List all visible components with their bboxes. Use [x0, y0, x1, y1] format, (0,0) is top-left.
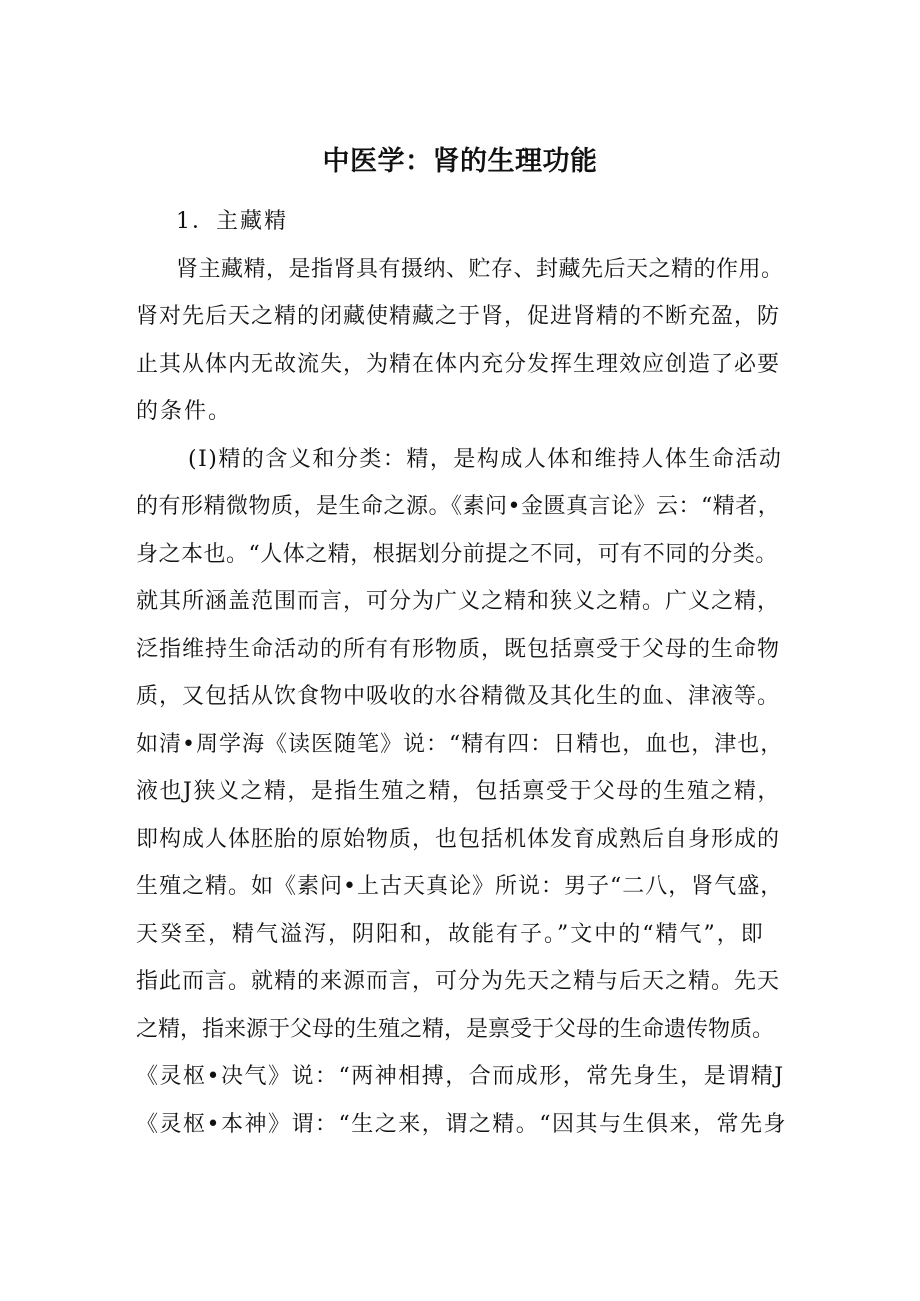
paragraph-line: 质，又包括从饮食物中吸收的水谷精微及其化生的血、津液等。: [136, 684, 781, 709]
paragraph-line: 如清•周学海《读医随笔》说：“精有四：日精也，血也，津也，: [136, 731, 784, 757]
paragraph-line: 泛指维持生命活动的所有有形物质，既包括禀受于父母的生命物: [136, 636, 781, 662]
document-body: [136, 198, 788, 1148]
paragraph-line: 的条件。: [136, 399, 233, 424]
paragraph-line: 即构成人体胚胎的原始物质，也包括机体发育成熟后自身形成的: [136, 826, 781, 852]
paragraph-line: 肾对先后天之精的闭藏使精藏之于肾，促进肾精的不断充盈，防: [136, 304, 781, 329]
document-title: 中医学：肾的生理功能: [322, 146, 598, 177]
paragraph-line: 《灵枢•本神》谓：“生之来，谓之精。“因其与生俱来，常先身: [136, 1111, 787, 1137]
paragraph-line: 肾主藏精，是指肾具有摄纳、贮存、封藏先后天之精的作用。: [176, 256, 784, 282]
paragraph-line: 指此而言。就精的来源而言，可分为先天之精与后天之精。先天: [136, 969, 781, 994]
paragraph-line: 生殖之精。如《素问•上古天真论》所说：男子“二八，肾气盛，: [136, 874, 784, 899]
paragraph-line: 液也J狭义之精，是指生殖之精，包括禀受于父母的生殖之精，: [136, 779, 781, 804]
paragraph-line: 《灵枢•决气》说：“两神相搏，合而成形，常先身生，是谓精J: [136, 1064, 785, 1089]
paragraph-line: 就其所涵盖范围而言，可分为广义之精和狭义之精。广义之精，: [136, 589, 781, 614]
paragraph-line: 身之本也。“人体之精，根据划分前提之不同，可有不同的分类。: [136, 541, 778, 567]
paragraph-line: 止其从体内无故流失，为精在体内充分发挥生理效应创造了必要: [136, 351, 781, 377]
section-heading: 1．主藏精: [176, 209, 288, 234]
paragraph-line: 之精，指来源于父母的生殖之精，是禀受于父母的生命遗传物质。: [136, 1016, 775, 1042]
paragraph-line: 的有形精微物质，是生命之源。《素问•金匮真言论》云：“精者，: [136, 494, 781, 519]
paragraph-line: (I)精的含义和分类：精，是构成人体和维持人体生命活动: [188, 446, 783, 472]
paragraph-line: 天癸至，精气溢泻，阴阳和，故能有子。”文中的“精气”，即: [136, 921, 765, 947]
